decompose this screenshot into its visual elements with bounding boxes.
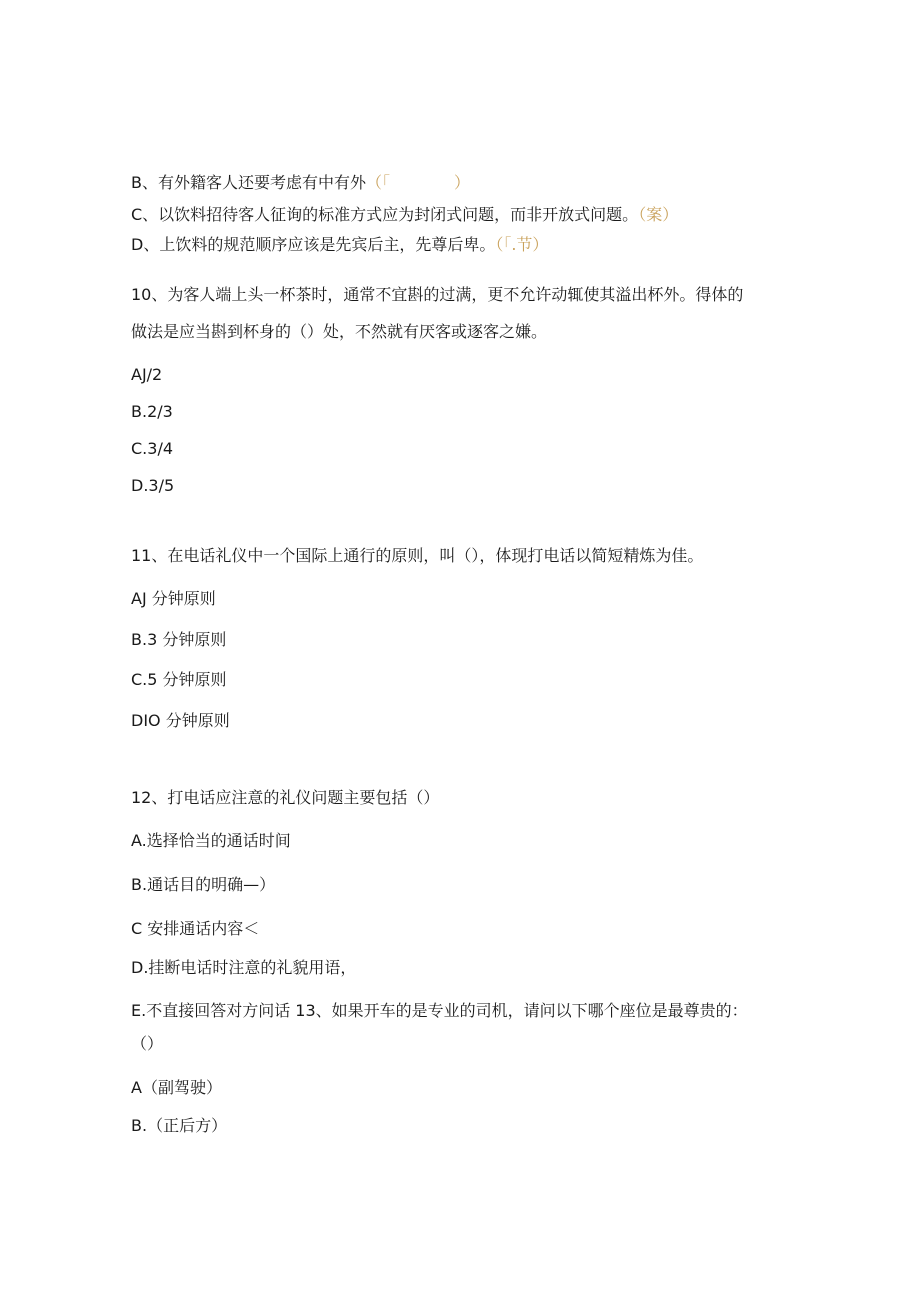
q11-option-d: DIO 分钟原则 (131, 711, 230, 730)
q9-option-c (131, 204, 678, 226)
q11-option-b: B.3 分钟原则 (131, 630, 227, 649)
q9-option-d-note: （「.节） (495, 235, 549, 254)
q13-option-a: A（副驾驶） (131, 1078, 222, 1097)
q9-option-b (131, 172, 470, 194)
q9-option-d (131, 234, 548, 256)
q9-option-b-text: B、有外籍客人还要考虑有中有外 (131, 173, 366, 192)
q12-option-a: A.选择恰当的通话时间 (131, 831, 291, 850)
q9-option-c-note: （案） (638, 205, 679, 224)
q10-option-c: C.3/4 (131, 439, 174, 458)
q11-option-c: C.5 分钟原则 (131, 670, 227, 689)
q12-option-b: B.通话目的明确—） (131, 875, 276, 894)
q10-stem-line2: 做法是应当斟到杯身的（）处，不然就有厌客或逐客之嫌。 (131, 322, 548, 341)
q12-option-e: E.不直接回答对方问话 13、如果开车的是专业的司机，请问以下哪个座位是最尊贵的： (131, 1001, 748, 1020)
q9-option-c-text: C、以饮料招待客人征询的标准方式应为封闭式问题，而非开放式问题。 (131, 205, 639, 224)
q10-stem-line1: 10、为客人端上头一杯茶时，通常不宜斟的过满，更不允许动辄使其溢出杯外。得体的 (131, 285, 744, 304)
q12-option-c: C 安排通话内容＜ (131, 919, 260, 938)
q12-stem: 12、打电话应注意的礼仪问题主要包括（） (131, 788, 440, 807)
q11-stem: 11、在电话礼仪中一个国际上通行的原则，叫（），体现打电话以简短精炼为佳。 (131, 546, 704, 565)
q9-option-d-text: D、上饮料的规范顺序应该是先宾后主，先尊后卑。 (131, 235, 496, 254)
q12-option-d: D.挂断电话时注意的礼貌用语， (131, 958, 357, 977)
q13-option-b: B.（正后方） (131, 1116, 228, 1135)
q10-option-d: D.3/5 (131, 476, 175, 495)
q13-stem-cont: （） (131, 1034, 164, 1053)
q9-option-b-note: （「 ） (365, 173, 470, 192)
q11-option-a: AJ 分钟原则 (131, 589, 216, 608)
q10-option-b: B.2/3 (131, 402, 173, 421)
q10-option-a: AJ/2 (131, 365, 163, 384)
